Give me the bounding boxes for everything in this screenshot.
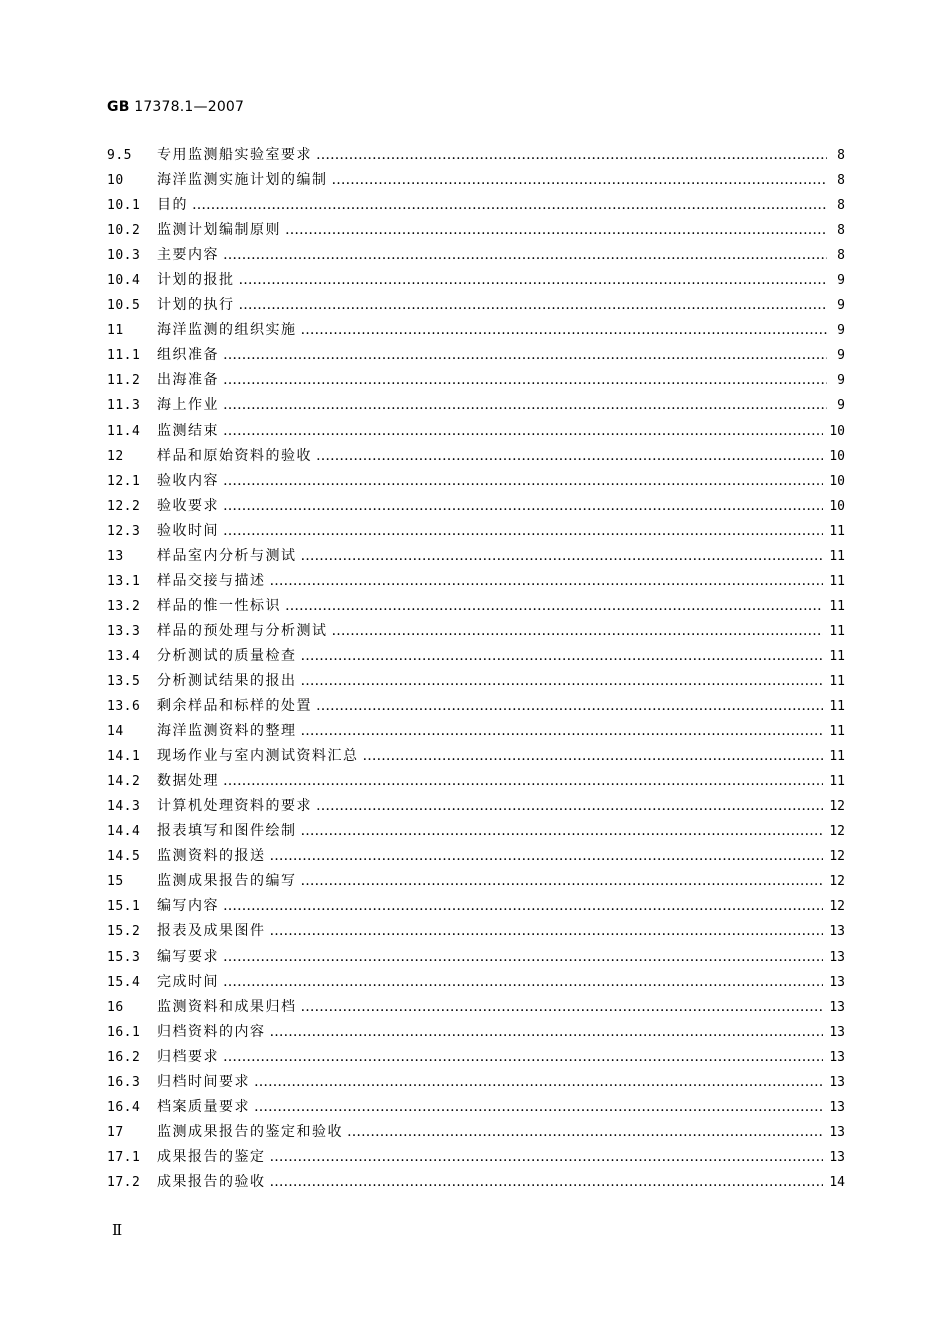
toc-entry[interactable] xyxy=(107,719,845,744)
toc-entry-title: 组织准备 xyxy=(157,347,219,364)
toc-entry[interactable] xyxy=(107,343,845,368)
toc-entry-number: 14.2 xyxy=(107,774,141,790)
toc-dot-leader xyxy=(316,444,823,469)
toc-entry[interactable] xyxy=(107,970,845,995)
toc-entry-number: 11.3 xyxy=(107,398,141,414)
toc-dot-leader xyxy=(332,168,828,193)
toc-dot-leader xyxy=(285,594,823,619)
toc-entry-title: 验收时间 xyxy=(157,522,219,539)
toc-entry-title: 计划的报批 xyxy=(157,272,235,289)
toc-entry-page: 9 xyxy=(837,348,845,364)
toc-entry-title: 成果报告的鉴定 xyxy=(157,1148,266,1165)
toc-entry-title: 样品室内分析与测试 xyxy=(157,547,297,564)
toc-entry-title: 监测成果报告的编写 xyxy=(157,873,297,890)
toc-entry[interactable] xyxy=(107,669,845,694)
toc-entry-title: 剩余样品和标样的处置 xyxy=(157,698,312,715)
toc-entry-title: 监测成果报告的鉴定和验收 xyxy=(157,1123,343,1140)
toc-entry[interactable] xyxy=(107,1045,845,1070)
toc-dot-leader xyxy=(239,293,828,318)
toc-entry-number: 17.1 xyxy=(107,1149,141,1165)
toc-entry-number: 16.4 xyxy=(107,1099,141,1115)
toc-dot-leader xyxy=(301,719,824,744)
toc-entry-page: 11 xyxy=(829,648,845,664)
toc-entry[interactable] xyxy=(107,869,845,894)
toc-entry-title: 分析测试结果的报出 xyxy=(157,673,297,689)
toc-entry-number: 13.4 xyxy=(107,648,141,664)
toc-entry-title: 现场作业与室内测试资料汇总 xyxy=(157,748,359,765)
toc-entry-page: 13 xyxy=(829,949,845,965)
toc-dot-leader xyxy=(239,268,828,293)
toc-entry[interactable] xyxy=(107,293,845,318)
toc-entry[interactable] xyxy=(107,819,845,844)
toc-entry-number: 10 xyxy=(107,173,124,189)
toc-entry-title: 海洋监测实施计划的编制 xyxy=(157,172,328,189)
toc-dot-leader xyxy=(363,744,824,769)
toc-entry[interactable] xyxy=(107,1145,845,1170)
toc-entry-number: 10.4 xyxy=(107,273,141,289)
toc-dot-leader xyxy=(223,1045,823,1070)
toc-entry[interactable] xyxy=(107,594,845,619)
toc-entry-page: 12 xyxy=(829,849,845,865)
toc-dot-leader xyxy=(285,218,827,243)
toc-entry-title: 完成时间 xyxy=(157,973,219,990)
toc-entry-page: 9 xyxy=(837,373,845,389)
toc-entry-page: 14 xyxy=(829,1174,845,1190)
toc-entry-page: 12 xyxy=(829,799,845,815)
toc-entry[interactable] xyxy=(107,494,845,519)
toc-entry-page: 13 xyxy=(829,1074,845,1090)
toc-dot-leader xyxy=(270,919,824,944)
toc-entry[interactable] xyxy=(107,995,845,1020)
toc-dot-leader xyxy=(223,494,823,519)
toc-entry-title: 档案质量要求 xyxy=(157,1098,250,1115)
toc-entry-page: 11 xyxy=(829,548,845,564)
toc-entry[interactable] xyxy=(107,744,845,769)
toc-dot-leader xyxy=(223,343,827,368)
toc-dot-leader xyxy=(270,1020,824,1045)
toc-entry-page: 10 xyxy=(829,498,845,514)
toc-dot-leader xyxy=(301,644,824,669)
toc-entry-number: 13 xyxy=(107,548,124,564)
toc-entry-title: 报表填写和图件绘制 xyxy=(157,823,297,840)
toc-entry-number: 13.5 xyxy=(107,674,141,689)
toc-entry-title: 样品和原始资料的验收 xyxy=(157,447,312,464)
toc-entry-page: 8 xyxy=(837,198,845,214)
toc-entry-page: 11 xyxy=(829,724,845,740)
toc-entry[interactable] xyxy=(107,569,845,594)
toc-entry-number: 12.2 xyxy=(107,498,141,514)
toc-entry-page: 11 xyxy=(829,598,845,614)
toc-entry[interactable] xyxy=(107,919,845,944)
toc-dot-leader xyxy=(270,1145,824,1170)
toc-entry[interactable] xyxy=(107,544,845,569)
toc-entry-title: 报表及成果图件 xyxy=(157,923,266,940)
toc-entry-title: 样品交接与描述 xyxy=(157,572,266,589)
toc-entry-number: 11.4 xyxy=(107,423,141,439)
toc-entry-page: 12 xyxy=(829,899,845,915)
toc-entry[interactable] xyxy=(107,894,845,919)
toc-entry-title: 监测结束 xyxy=(157,422,219,439)
toc-entry-number: 10.2 xyxy=(107,223,141,239)
toc-entry-number: 13.2 xyxy=(107,598,141,614)
toc-entry-title: 目的 xyxy=(157,197,188,214)
toc-entry-title: 归档资料的内容 xyxy=(157,1023,266,1040)
toc-entry-number: 12.3 xyxy=(107,523,141,539)
toc-entry[interactable] xyxy=(107,143,845,168)
toc-dot-leader xyxy=(301,819,824,844)
toc-dot-leader xyxy=(316,694,823,719)
toc-entry-title: 样品的预处理与分析测试 xyxy=(157,622,328,639)
toc-entry-number: 13.3 xyxy=(107,623,141,639)
toc-entry-number: 15 xyxy=(107,874,124,890)
toc-entry[interactable] xyxy=(107,469,845,494)
toc-entry[interactable] xyxy=(107,1120,845,1145)
toc-entry[interactable] xyxy=(107,1020,845,1045)
toc-dot-leader xyxy=(301,669,824,694)
toc-entry-page: 9 xyxy=(837,298,845,314)
toc-entry-number: 14.3 xyxy=(107,799,141,815)
toc-dot-leader xyxy=(254,1070,823,1095)
toc-dot-leader xyxy=(301,318,828,343)
toc-entry-page: 10 xyxy=(829,473,845,489)
toc-entry[interactable] xyxy=(107,1095,845,1120)
toc-entry-title: 数据处理 xyxy=(157,773,219,790)
toc-dot-leader xyxy=(223,519,823,544)
toc-entry-title: 专用监测船实验室要求 xyxy=(157,147,312,164)
toc-dot-leader xyxy=(223,368,827,393)
toc-entry[interactable] xyxy=(107,945,845,970)
toc-entry-title: 验收内容 xyxy=(157,472,219,489)
toc-dot-leader xyxy=(223,769,823,794)
toc-dot-leader xyxy=(332,619,824,644)
toc-entry[interactable] xyxy=(107,694,845,719)
table-of-contents xyxy=(107,143,845,1195)
toc-dot-leader xyxy=(254,1095,823,1120)
toc-entry-number: 15.3 xyxy=(107,949,141,965)
toc-entry-title: 出海准备 xyxy=(157,372,219,389)
toc-entry-page: 8 xyxy=(837,223,845,239)
toc-entry-title: 海洋监测资料的整理 xyxy=(157,723,297,740)
toc-dot-leader xyxy=(223,469,823,494)
toc-entry-number: 14.5 xyxy=(107,849,141,865)
toc-entry-number: 16.1 xyxy=(107,1024,141,1040)
toc-dot-leader xyxy=(192,193,827,218)
toc-dot-leader xyxy=(316,794,823,819)
toc-entry-number: 10.5 xyxy=(107,298,141,314)
toc-entry-title: 海上作业 xyxy=(157,397,219,414)
toc-entry[interactable] xyxy=(107,268,845,293)
toc-dot-leader xyxy=(301,995,824,1020)
toc-entry-number: 17 xyxy=(107,1124,124,1140)
toc-entry[interactable] xyxy=(107,218,845,243)
toc-entry-page: 9 xyxy=(837,398,845,414)
toc-dot-leader xyxy=(347,1120,823,1145)
toc-entry-number: 10.3 xyxy=(107,248,141,264)
toc-entry-number: 13.1 xyxy=(107,573,141,589)
standard-number: 17378.1—2007 xyxy=(134,99,245,115)
toc-entry-number: 15.4 xyxy=(107,974,141,990)
toc-entry-title: 编写内容 xyxy=(157,898,219,915)
toc-entry[interactable] xyxy=(107,168,845,193)
toc-entry-number: 11.2 xyxy=(107,373,141,389)
toc-entry-number: 9.5 xyxy=(107,148,132,164)
toc-entry-number: 11 xyxy=(107,323,124,339)
toc-entry-number: 14 xyxy=(107,724,124,740)
toc-entry-number: 13.6 xyxy=(107,699,141,715)
toc-entry[interactable] xyxy=(107,844,845,869)
toc-entry-page: 13 xyxy=(829,1049,845,1065)
toc-entry-number: 16 xyxy=(107,999,124,1015)
toc-entry[interactable] xyxy=(107,419,845,444)
toc-entry-title: 海洋监测的组织实施 xyxy=(157,322,297,339)
toc-entry-page: 9 xyxy=(837,273,845,289)
toc-entry[interactable] xyxy=(107,393,845,418)
toc-entry-page: 11 xyxy=(829,699,845,715)
toc-entry-page: 11 xyxy=(829,523,845,539)
toc-entry[interactable] xyxy=(107,769,845,794)
toc-entry[interactable] xyxy=(107,368,845,393)
toc-entry[interactable] xyxy=(107,1170,845,1195)
toc-entry-page: 13 xyxy=(829,1149,845,1165)
toc-entry-number: 10.1 xyxy=(107,198,141,214)
toc-entry-page: 12 xyxy=(829,874,845,890)
toc-entry-title: 成果报告的验收 xyxy=(157,1173,266,1190)
toc-entry-title: 样品的惟一性标识 xyxy=(157,597,281,614)
toc-entry-number: 16.2 xyxy=(107,1049,141,1065)
toc-entry-number: 11.1 xyxy=(107,348,141,364)
toc-entry-title: 监测资料的报送 xyxy=(157,848,266,865)
toc-entry[interactable] xyxy=(107,1070,845,1095)
toc-dot-leader xyxy=(270,844,824,869)
toc-dot-leader xyxy=(301,544,824,569)
toc-entry-page: 11 xyxy=(829,674,845,689)
toc-entry-title: 分析测试的质量检查 xyxy=(157,647,297,664)
toc-entry-page: 10 xyxy=(829,423,845,439)
toc-dot-leader xyxy=(223,894,823,919)
toc-entry[interactable] xyxy=(107,644,845,669)
toc-entry[interactable] xyxy=(107,444,845,469)
toc-dot-leader xyxy=(223,419,823,444)
toc-entry-title: 监测计划编制原则 xyxy=(157,222,281,239)
toc-entry-number: 14.4 xyxy=(107,824,141,840)
toc-entry[interactable] xyxy=(107,794,845,819)
toc-entry[interactable] xyxy=(107,519,845,544)
toc-entry-page: 9 xyxy=(837,323,845,339)
toc-dot-leader xyxy=(301,869,824,894)
toc-entry-page: 12 xyxy=(829,824,845,840)
toc-entry[interactable] xyxy=(107,243,845,268)
toc-entry-number: 14.1 xyxy=(107,749,141,765)
toc-entry-page: 11 xyxy=(829,749,845,765)
document-header xyxy=(107,99,244,115)
toc-entry[interactable] xyxy=(107,619,845,644)
toc-entry-number: 12 xyxy=(107,448,124,464)
toc-entry-page: 11 xyxy=(829,573,845,589)
toc-entry-page: 8 xyxy=(837,248,845,264)
toc-entry-page: 13 xyxy=(829,999,845,1015)
toc-entry-page: 8 xyxy=(837,173,845,189)
toc-entry[interactable] xyxy=(107,318,845,343)
toc-dot-leader xyxy=(223,970,823,995)
toc-entry-number: 17.2 xyxy=(107,1174,141,1190)
toc-entry-page: 10 xyxy=(829,448,845,464)
toc-entry-number: 12.1 xyxy=(107,473,141,489)
toc-entry-page: 11 xyxy=(829,623,845,639)
toc-dot-leader xyxy=(223,393,827,418)
toc-dot-leader xyxy=(223,243,827,268)
toc-entry-page: 13 xyxy=(829,974,845,990)
toc-entry-title: 编写要求 xyxy=(157,948,219,965)
toc-entry-number: 15.1 xyxy=(107,899,141,915)
toc-entry-page: 13 xyxy=(829,1024,845,1040)
toc-dot-leader xyxy=(270,1170,824,1195)
toc-entry-title: 监测资料和成果归档 xyxy=(157,998,297,1015)
toc-entry-page: 13 xyxy=(829,1124,845,1140)
toc-entry-title: 归档要求 xyxy=(157,1048,219,1065)
page-number: Ⅱ xyxy=(112,1221,123,1239)
toc-dot-leader xyxy=(316,143,827,168)
toc-entry-page: 13 xyxy=(829,1099,845,1115)
toc-entry-number: 15.2 xyxy=(107,924,141,940)
toc-entry-page: 13 xyxy=(829,924,845,940)
toc-entry-title: 计划的执行 xyxy=(157,297,235,314)
standard-code: GB xyxy=(107,99,130,115)
toc-entry-title: 主要内容 xyxy=(157,247,219,264)
toc-entry-number: 16.3 xyxy=(107,1074,141,1090)
toc-entry-page: 11 xyxy=(829,774,845,790)
toc-entry-title: 计算机处理资料的要求 xyxy=(157,798,312,815)
toc-entry[interactable] xyxy=(107,193,845,218)
toc-entry-title: 验收要求 xyxy=(157,497,219,514)
toc-entry-page: 8 xyxy=(837,148,845,164)
toc-dot-leader xyxy=(270,569,824,594)
toc-entry-title: 归档时间要求 xyxy=(157,1073,250,1090)
toc-dot-leader xyxy=(223,945,823,970)
